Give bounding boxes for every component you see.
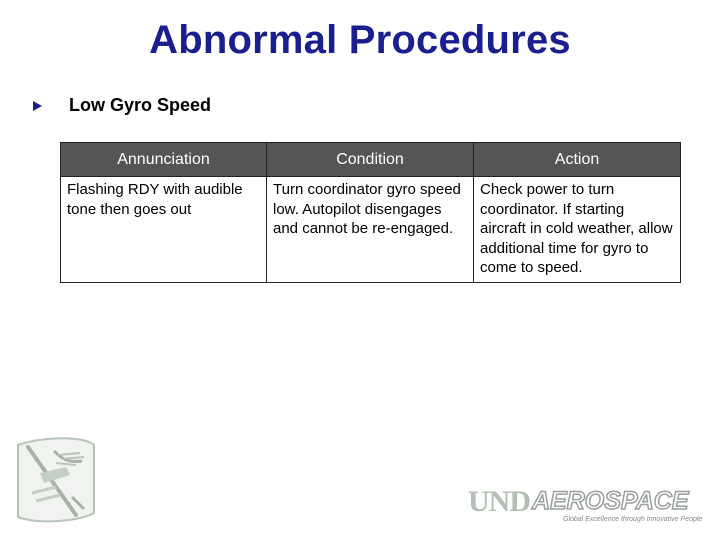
cell-action: Check power to turn coordinator. If starting aircraft in cold weather, allow additional time for gyro to come to speed. [474,177,681,283]
cell-annunciation: Flashing RDY with audible tone then goes out [61,177,267,283]
bullet-arrow-icon [33,101,42,111]
procedure-table [60,142,681,283]
aircraft-logo-icon [10,433,100,533]
table-header-row [61,143,681,177]
header-condition: Condition [267,143,474,177]
table-row [61,177,681,283]
header-action: Action [474,143,681,177]
slide-title: Abnormal Procedures [149,18,571,62]
und-logo-text: UND [468,485,530,518]
bullet-text: Low Gyro Speed [69,95,212,115]
header-annunciation: Annunciation [61,143,267,177]
und-aerospace-logo [468,485,703,530]
bullet-item [33,95,211,116]
logo-tagline: Global Excellence through Innovative People [563,516,703,523]
aerospace-logo-text: AEROSPACE [532,487,689,515]
cell-condition: Turn coordinator gyro speed low. Autopilot disengages and cannot be re-engaged. [267,177,474,283]
